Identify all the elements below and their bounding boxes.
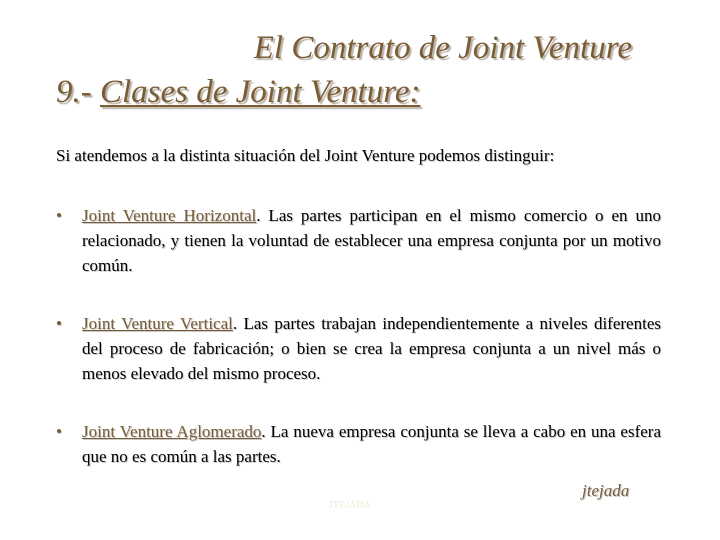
slide-title: El Contrato de Joint Venture — [253, 30, 632, 66]
subtitle-text: Clases de Joint Venture: — [100, 74, 421, 110]
bullet-term: Joint Venture Horizontal — [82, 206, 257, 225]
footer-watermark: JTEJADA — [329, 500, 371, 511]
bullet-list — [56, 203, 661, 469]
bullet-icon: • — [56, 314, 62, 333]
list-item — [56, 419, 661, 469]
bullet-term: Joint Venture Vertical — [82, 314, 233, 333]
bullet-text: . Las partes participan en el mismo comercio o en uno relacionado, y tienen la voluntad de establecer una empresa conjunta por un motivo común. — [82, 206, 661, 275]
bullet-term: Joint Venture Aglomerado — [82, 422, 262, 441]
author-signature: jtejada — [582, 481, 630, 500]
list-item — [56, 203, 661, 278]
bullet-text: . Las partes trabajan independientemente a niveles diferentes del proceso de fabricación; o bien se crea la empresa conjunta a un nivel más o menos elevado del mismo proceso. — [82, 314, 661, 383]
subtitle-number: 9.- — [56, 74, 100, 110]
slide-subtitle — [56, 74, 420, 111]
bullet-icon: • — [56, 206, 62, 225]
bullet-text: . La nueva empresa conjunta se lleva a cabo en una esfera que no es común a las partes. — [82, 422, 661, 466]
bullet-icon: • — [56, 422, 62, 441]
list-item — [56, 311, 661, 386]
intro-text: Si atendemos a la distinta situación del Joint Venture podemos distinguir: — [56, 146, 555, 165]
